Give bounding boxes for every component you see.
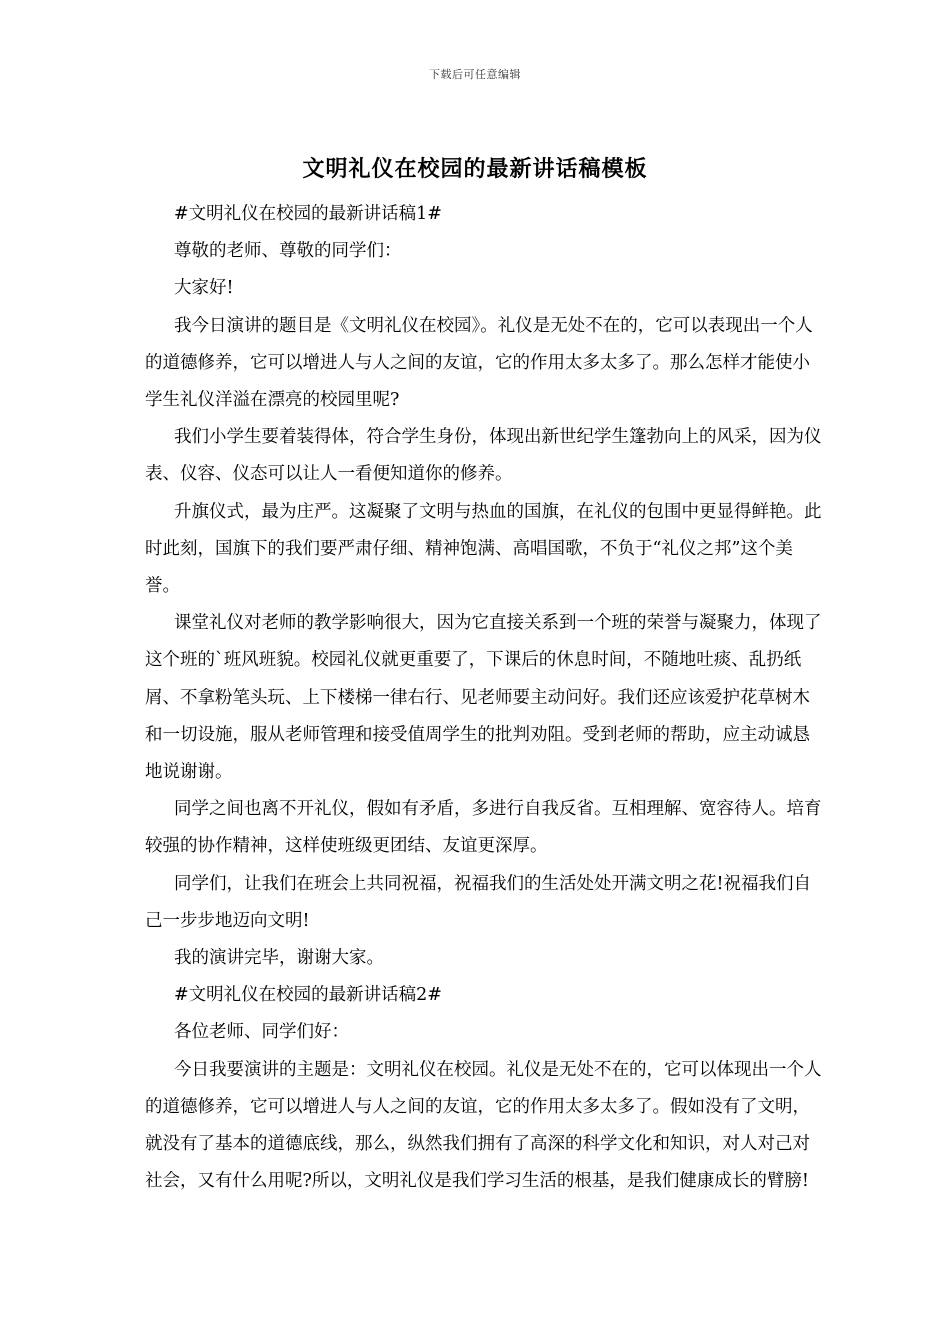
salutation: 尊敬的老师、尊敬的同学们： <box>174 241 402 262</box>
paragraph: 课堂礼仪对老师的教学影响很大，因为它直接关系到一个班的荣誉与凝聚力，体现了这个班的`班风班貌。校园礼仪就更重要了，下课后的休息时间，不随地吐痰、乱扔纸屑、不拿粉笔头玩、上下楼梯一律右行、见老师要主动问好。我们还应该爱护花草树木和一切设施，服从老师管理和接受值周学生的批判劝阻。受到老师的帮助，应主动诚恳地说谢谢。 <box>145 613 822 783</box>
header-note: 下载后可任意编辑 <box>429 68 521 81</box>
salutation: 各位老师、同学们好： <box>174 1022 349 1043</box>
section-heading-2: #文明礼仪在校园的最新讲话稿2# <box>174 985 442 1006</box>
closing-line: 我的演讲完毕，谢谢大家。 <box>174 948 384 969</box>
section-heading-1: #文明礼仪在校园的最新讲话稿1# <box>174 204 442 224</box>
paragraph: 我们小学生要着装得体，符合学生身份，体现出新世纪学生篷勃向上的风采，因为仪表、仪容、仪态可以让人一看便知道你的修养。 <box>145 427 822 485</box>
document-body <box>145 196 825 1200</box>
paragraph: 同学们，让我们在班会上共同祝福，祝福我们的生活处处开满文明之花!祝福我们自己一步步地迈向文明! <box>145 873 812 931</box>
paragraph: 我今日演讲的题目是《文明礼仪在校园》。礼仪是无处不在的，它可以表现出一个人的道德修养，它可以增进人与人之间的友谊，它的作用太多太多了。那么怎样才能使小学生礼仪洋溢在漂亮的校园里呢? <box>145 315 813 411</box>
paragraph: 同学之间也离不开礼仪，假如有矛盾，多进行自我反省。互相理解、宽容待人。培育较强的协作精神，这样使班级更团结、友谊更深厚。 <box>145 799 822 857</box>
paragraph: 今日我要演讲的主题是：文明礼仪在校园。礼仪是无处不在的，它可以体现出一个人的道德修养，它可以增进人与人之间的友谊，它的作用太多太多了。假如没有了文明，就没有了基本的道德底线，那么，纵然我们拥有了高深的科学文化和知识，对人对己对社会，又有什么用呢?所以，文明礼仪是我们学习生活的根基，是我们健康成长的臂膀! <box>145 1059 822 1192</box>
document-title: 文明礼仪在校园的最新讲话稿模板 <box>302 156 648 182</box>
paragraph: 升旗仪式，最为庄严。这凝聚了文明与热血的国旗，在礼仪的包围中更显得鲜艳。此时此刻，国旗下的我们要严肃仔细、精神饱满、高唱国歌，不负于“礼仪之邦”这个美誉。 <box>145 501 822 597</box>
greeting: 大家好! <box>174 278 234 299</box>
